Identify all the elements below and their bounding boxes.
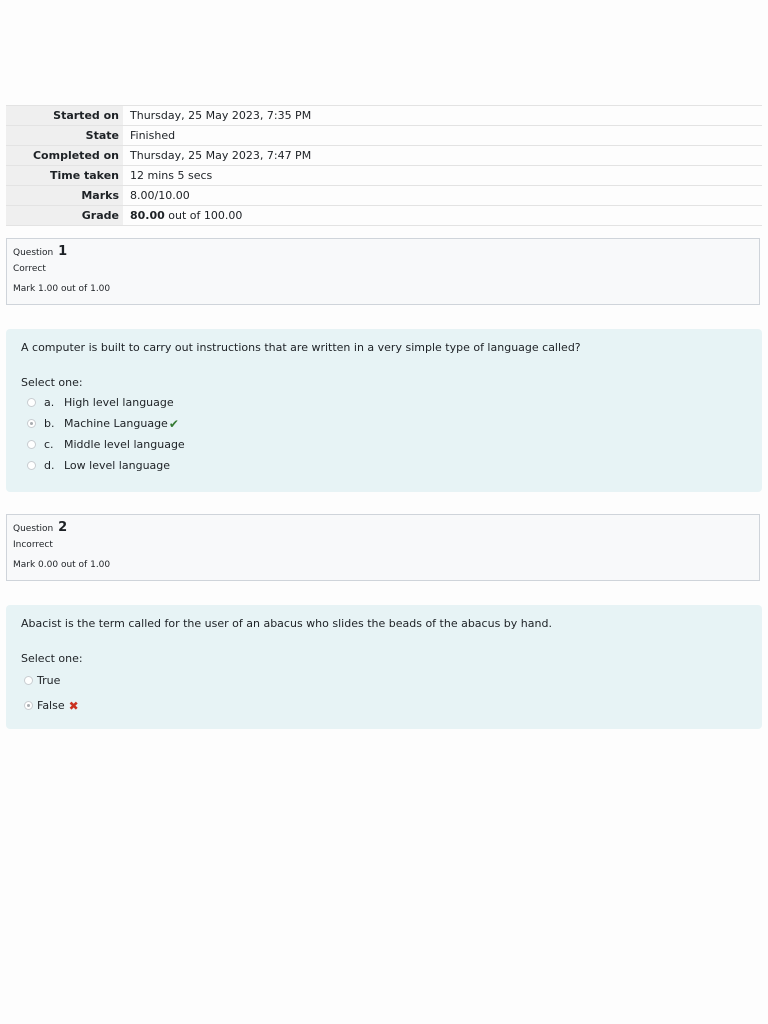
summary-label: Marks — [6, 186, 123, 206]
summary-label: State — [6, 126, 123, 146]
summary-row-grade — [6, 206, 762, 226]
question-state: Incorrect — [13, 540, 53, 550]
option-label: Middle level language — [64, 438, 185, 451]
select-one-prompt: Select one: — [21, 652, 83, 665]
summary-label: Completed on — [6, 146, 123, 166]
grade-score: 80.00 — [130, 209, 165, 222]
question-number-value: 2 — [58, 520, 68, 535]
option-letter: a. — [44, 396, 55, 409]
option-d[interactable] — [21, 455, 747, 476]
option-a[interactable] — [21, 392, 747, 413]
question-number — [13, 521, 753, 537]
option-true[interactable] — [21, 668, 747, 693]
option-c[interactable] — [21, 434, 747, 455]
question-prefix: Question — [13, 524, 54, 534]
option-label: Machine Language — [64, 417, 168, 430]
summary-row-time-taken — [6, 166, 762, 186]
question-mark: Mark 0.00 out of 1.00 — [13, 560, 111, 570]
checkmark-icon: ✔ — [168, 416, 179, 431]
attempt-summary-table — [6, 105, 762, 226]
select-one-prompt: Select one: — [21, 376, 83, 389]
radio-button-selected[interactable] — [27, 419, 36, 428]
summary-value: 12 mins 5 secs — [123, 166, 762, 186]
option-label: False — [37, 699, 65, 712]
summary-row-marks — [6, 186, 762, 206]
radio-button[interactable] — [27, 440, 36, 449]
summary-value: Finished — [123, 126, 762, 146]
radio-button[interactable] — [24, 676, 33, 685]
summary-label: Time taken — [6, 166, 123, 186]
answer-options — [21, 392, 747, 476]
option-letter: d. — [44, 459, 55, 472]
question-2-content — [6, 605, 762, 729]
radio-button-selected[interactable] — [24, 701, 33, 710]
question-state: Correct — [13, 264, 46, 274]
answer-options — [21, 668, 747, 718]
option-b[interactable] — [21, 413, 747, 434]
option-letter: b. — [44, 417, 55, 430]
option-letter: c. — [44, 438, 54, 451]
question-text: A computer is built to carry out instructions that are written in a very simple type of language called? — [21, 341, 581, 354]
option-label: True — [37, 674, 61, 687]
cross-icon: ✖ — [68, 698, 79, 713]
option-label: High level language — [64, 396, 174, 409]
question-mark: Mark 1.00 out of 1.00 — [13, 284, 111, 294]
summary-label: Grade — [6, 206, 123, 226]
question-prefix: Question — [13, 248, 54, 258]
option-false[interactable] — [21, 693, 747, 718]
summary-value: Thursday, 25 May 2023, 7:35 PM — [123, 106, 762, 126]
summary-value: 8.00/10.00 — [123, 186, 762, 206]
question-text: Abacist is the term called for the user of an abacus who slides the beads of the abacus by hand. — [21, 617, 552, 630]
question-number-value: 1 — [58, 244, 68, 259]
summary-value: Thursday, 25 May 2023, 7:47 PM — [123, 146, 762, 166]
summary-row-completed — [6, 146, 762, 166]
radio-button[interactable] — [27, 461, 36, 470]
summary-row-started — [6, 106, 762, 126]
option-label: Low level language — [64, 459, 171, 472]
question-1-info — [6, 238, 760, 305]
grade-suffix: out of 100.00 — [168, 209, 243, 222]
summary-label: Started on — [6, 106, 123, 126]
radio-button[interactable] — [27, 398, 36, 407]
summary-row-state — [6, 126, 762, 146]
question-1-content — [6, 329, 762, 492]
summary-value — [123, 206, 762, 226]
question-number — [13, 245, 753, 261]
question-2-info — [6, 514, 760, 581]
